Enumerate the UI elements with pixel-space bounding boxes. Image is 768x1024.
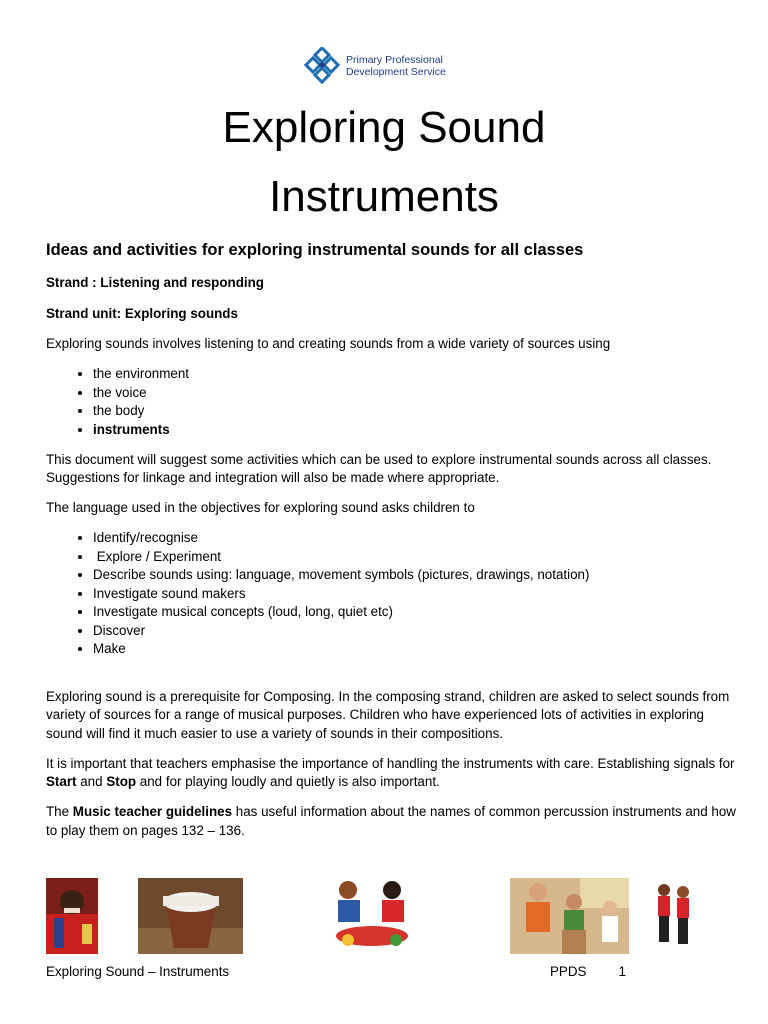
title-line-1: Exploring Sound xyxy=(222,103,546,152)
strand-unit: Strand unit: Exploring sounds xyxy=(46,305,238,321)
logo-line-2: Development Service xyxy=(346,66,446,78)
list-item: • Describe sounds using: language, movement symbols (pictures, drawings, notation) xyxy=(93,566,736,585)
children-at-drum-photo xyxy=(510,878,629,954)
logo-line-1: Primary Professional xyxy=(346,54,443,66)
list-item: • Identify/recognise xyxy=(93,529,736,548)
list-item: • the body xyxy=(93,402,736,421)
list-item: • the environment xyxy=(93,365,736,384)
intro-paragraph: Exploring sounds involves listening to and creating sounds from a wide variety of sources using xyxy=(46,336,611,351)
stop-word: Stop xyxy=(106,774,137,789)
list-item: • Make xyxy=(93,640,736,659)
list-item: • instruments xyxy=(93,421,736,440)
language-intro: The language used in the objectives for exploring sound asks children to xyxy=(46,500,475,515)
list-item: • Explore / Experiment xyxy=(93,548,736,567)
care-text-3: and for playing loudly and quietly is also important. xyxy=(136,774,440,789)
subtitle: Ideas and activities for exploring instrumental sounds for all classes xyxy=(46,241,584,259)
care-text-1: It is important that teachers emphasise the importance of handling the instruments with care. Establishing signals for xyxy=(46,755,735,771)
guidelines-text-1: The xyxy=(46,804,73,819)
child-with-instrument-photo xyxy=(46,878,98,954)
list-item: • Discover xyxy=(93,622,736,641)
care-paragraph xyxy=(46,755,736,792)
children-dancing-photo xyxy=(650,878,698,954)
guidelines-title: Music teacher guidelines xyxy=(72,804,233,819)
children-playing-instruments-photo xyxy=(324,878,418,954)
page-number: 1 xyxy=(618,964,626,979)
objectives-list xyxy=(46,529,736,659)
photo-strip xyxy=(0,878,768,954)
purpose-paragraph: This document will suggest some activities which can be used to explore instrumental sounds across all classes. Suggestions for linkage and integration will also be made where appropriate. xyxy=(46,451,712,485)
composing-paragraph: Exploring sound is a prerequisite for Composing. In the composing strand, children are asked to select sounds from variety of sources for a range of musical purposes. Children who have experienced lots of activities in exploring sound will find it much easier to use a variety of sounds in their compositions. xyxy=(46,688,730,741)
footer-org: PPDS xyxy=(550,964,587,979)
list-item: • Investigate musical concepts (loud, long, quiet etc) xyxy=(93,603,736,622)
start-word: Start xyxy=(46,774,77,789)
strand: Strand : Listening and responding xyxy=(46,275,264,290)
ppds-logo-icon xyxy=(304,47,342,85)
document-body xyxy=(46,274,736,852)
footer-right xyxy=(550,964,626,979)
care-text-2: and xyxy=(76,774,107,789)
sources-list xyxy=(46,365,736,439)
footer-title: Exploring Sound – Instruments xyxy=(46,964,230,979)
guidelines-text-2: has useful information about the names of common percussion instruments and how to play them on pages 132 – 136. xyxy=(46,804,736,838)
list-item: • the voice xyxy=(93,384,736,403)
ppds-logo xyxy=(304,45,466,87)
guidelines-paragraph xyxy=(46,803,736,840)
drum-photo xyxy=(138,878,243,954)
list-item: • Investigate sound makers xyxy=(93,585,736,604)
title-line-2: Instruments xyxy=(269,172,499,221)
